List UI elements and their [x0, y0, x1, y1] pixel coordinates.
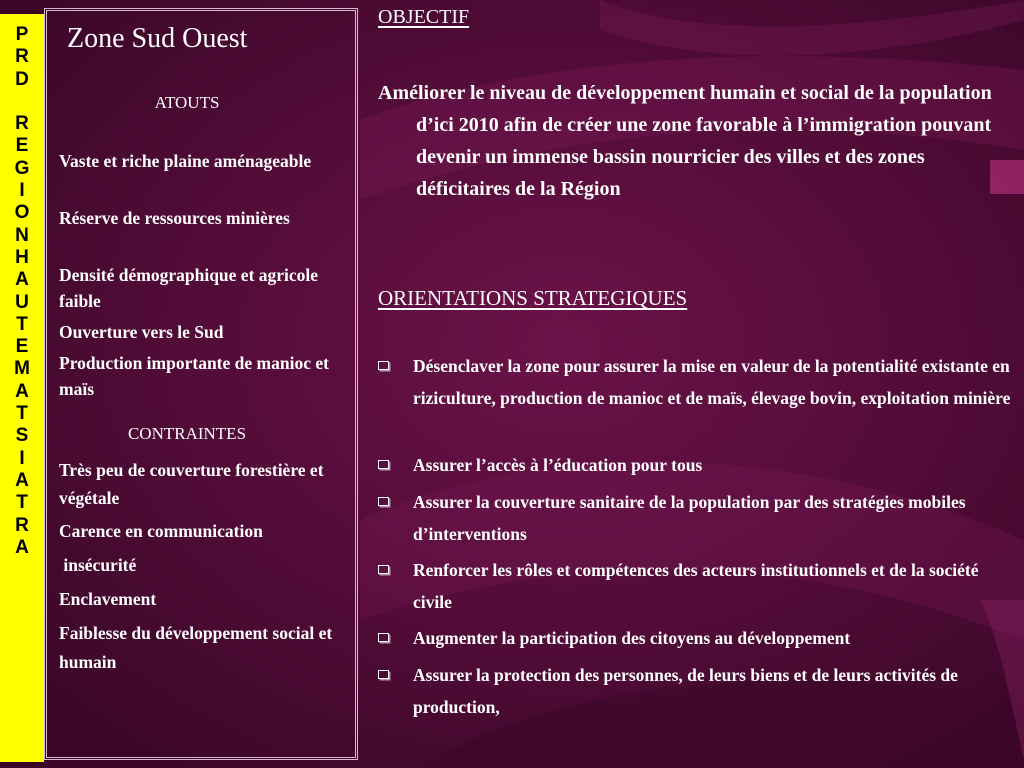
checkbox-bullet-icon: [378, 670, 389, 679]
checkbox-bullet-icon: [378, 497, 389, 506]
band-letter: A: [15, 380, 29, 402]
atout-item: Réserve de ressources minières: [59, 208, 290, 228]
band-letter: E: [15, 135, 29, 157]
band-letter: M: [14, 358, 30, 380]
band-letter: G: [14, 157, 30, 179]
contrainte-item: Carence en communication: [59, 521, 263, 541]
band-letter: I: [19, 180, 25, 202]
checkbox-bullet-icon: [378, 565, 389, 574]
atout-item: Production importante de manioc et maïs: [59, 353, 329, 399]
contrainte-item: Très peu de couverture forestière et végétale: [59, 460, 324, 508]
zone-title: Zone Sud Ouest: [67, 23, 248, 54]
contrainte-item: insécurité: [59, 555, 137, 575]
list-item: [378, 486, 1018, 550]
band-letter: E: [15, 336, 29, 358]
contraintes-heading: CONTRAINTES: [127, 424, 247, 443]
band-letter: O: [14, 202, 30, 224]
band-letter: R: [15, 514, 29, 536]
band-letter: T: [16, 313, 28, 335]
band-letter: A: [15, 536, 29, 558]
atout-item: Vaste et riche plaine aménageable: [59, 151, 312, 171]
band-letter: D: [15, 68, 29, 90]
list-item-text: Assurer la couverture sanitaire de la population par des stratégies mobiles d’interventions: [413, 492, 966, 544]
band-letter: A: [15, 269, 29, 291]
atout-item: Densité démographique et agricole faible: [59, 265, 319, 311]
checkbox-bullet-icon: [378, 460, 389, 469]
list-item-text: Augmenter la participation des citoyens au développement: [413, 628, 851, 648]
list-item-text: Assurer la protection des personnes, de leurs biens et de leurs activités de production,: [413, 665, 958, 717]
list-item: [378, 554, 1018, 618]
contrainte-item: Faiblesse du développement social et humain: [59, 623, 333, 672]
band-letter: N: [15, 224, 29, 246]
list-item: [378, 449, 1018, 481]
band-letter: R: [15, 113, 29, 135]
atouts-heading: ATOUTS: [154, 93, 220, 112]
left-panel: [44, 8, 358, 760]
band-letter: S: [15, 425, 29, 447]
band-letter: T: [16, 403, 28, 425]
list-item-text: Renforcer les rôles et compétences des acteurs institutionnels et de la société civile: [413, 560, 979, 612]
list-item-text: Désenclaver la zone pour assurer la mise en valeur de la potentialité existante en riziculture, production de manioc et de maïs, élevage bovin, exploitation minière: [413, 356, 1011, 408]
band-letter: I: [19, 447, 25, 469]
band-letter: A: [15, 469, 29, 491]
list-item: [378, 659, 1018, 723]
band-letter: T: [16, 492, 28, 514]
vertical-region-band: [0, 14, 44, 762]
band-letter: R: [15, 46, 29, 68]
list-item: [378, 622, 1018, 654]
band-letter: H: [15, 246, 29, 268]
atout-item: Ouverture vers le Sud: [59, 322, 224, 342]
contrainte-item: Enclavement: [59, 589, 157, 609]
checkbox-bullet-icon: [378, 361, 389, 370]
list-item: [378, 350, 1018, 414]
band-letter: U: [15, 291, 29, 313]
list-item-text: Assurer l’accès à l’éducation pour tous: [413, 455, 703, 475]
objectif-text: Améliorer le niveau de développement humain et social de la population d’ici 2010 afin de créer une zone favorable à l’immigration pouvant devenir un immense bassin nourricier des villes et des zones déficitaires de la Région: [378, 82, 992, 200]
checkbox-bullet-icon: [378, 633, 389, 642]
orientations-heading: ORIENTATIONS STRATEGIQUES: [378, 286, 688, 310]
objectif-heading: OBJECTIF: [378, 6, 470, 28]
band-letter: P: [15, 24, 29, 45]
